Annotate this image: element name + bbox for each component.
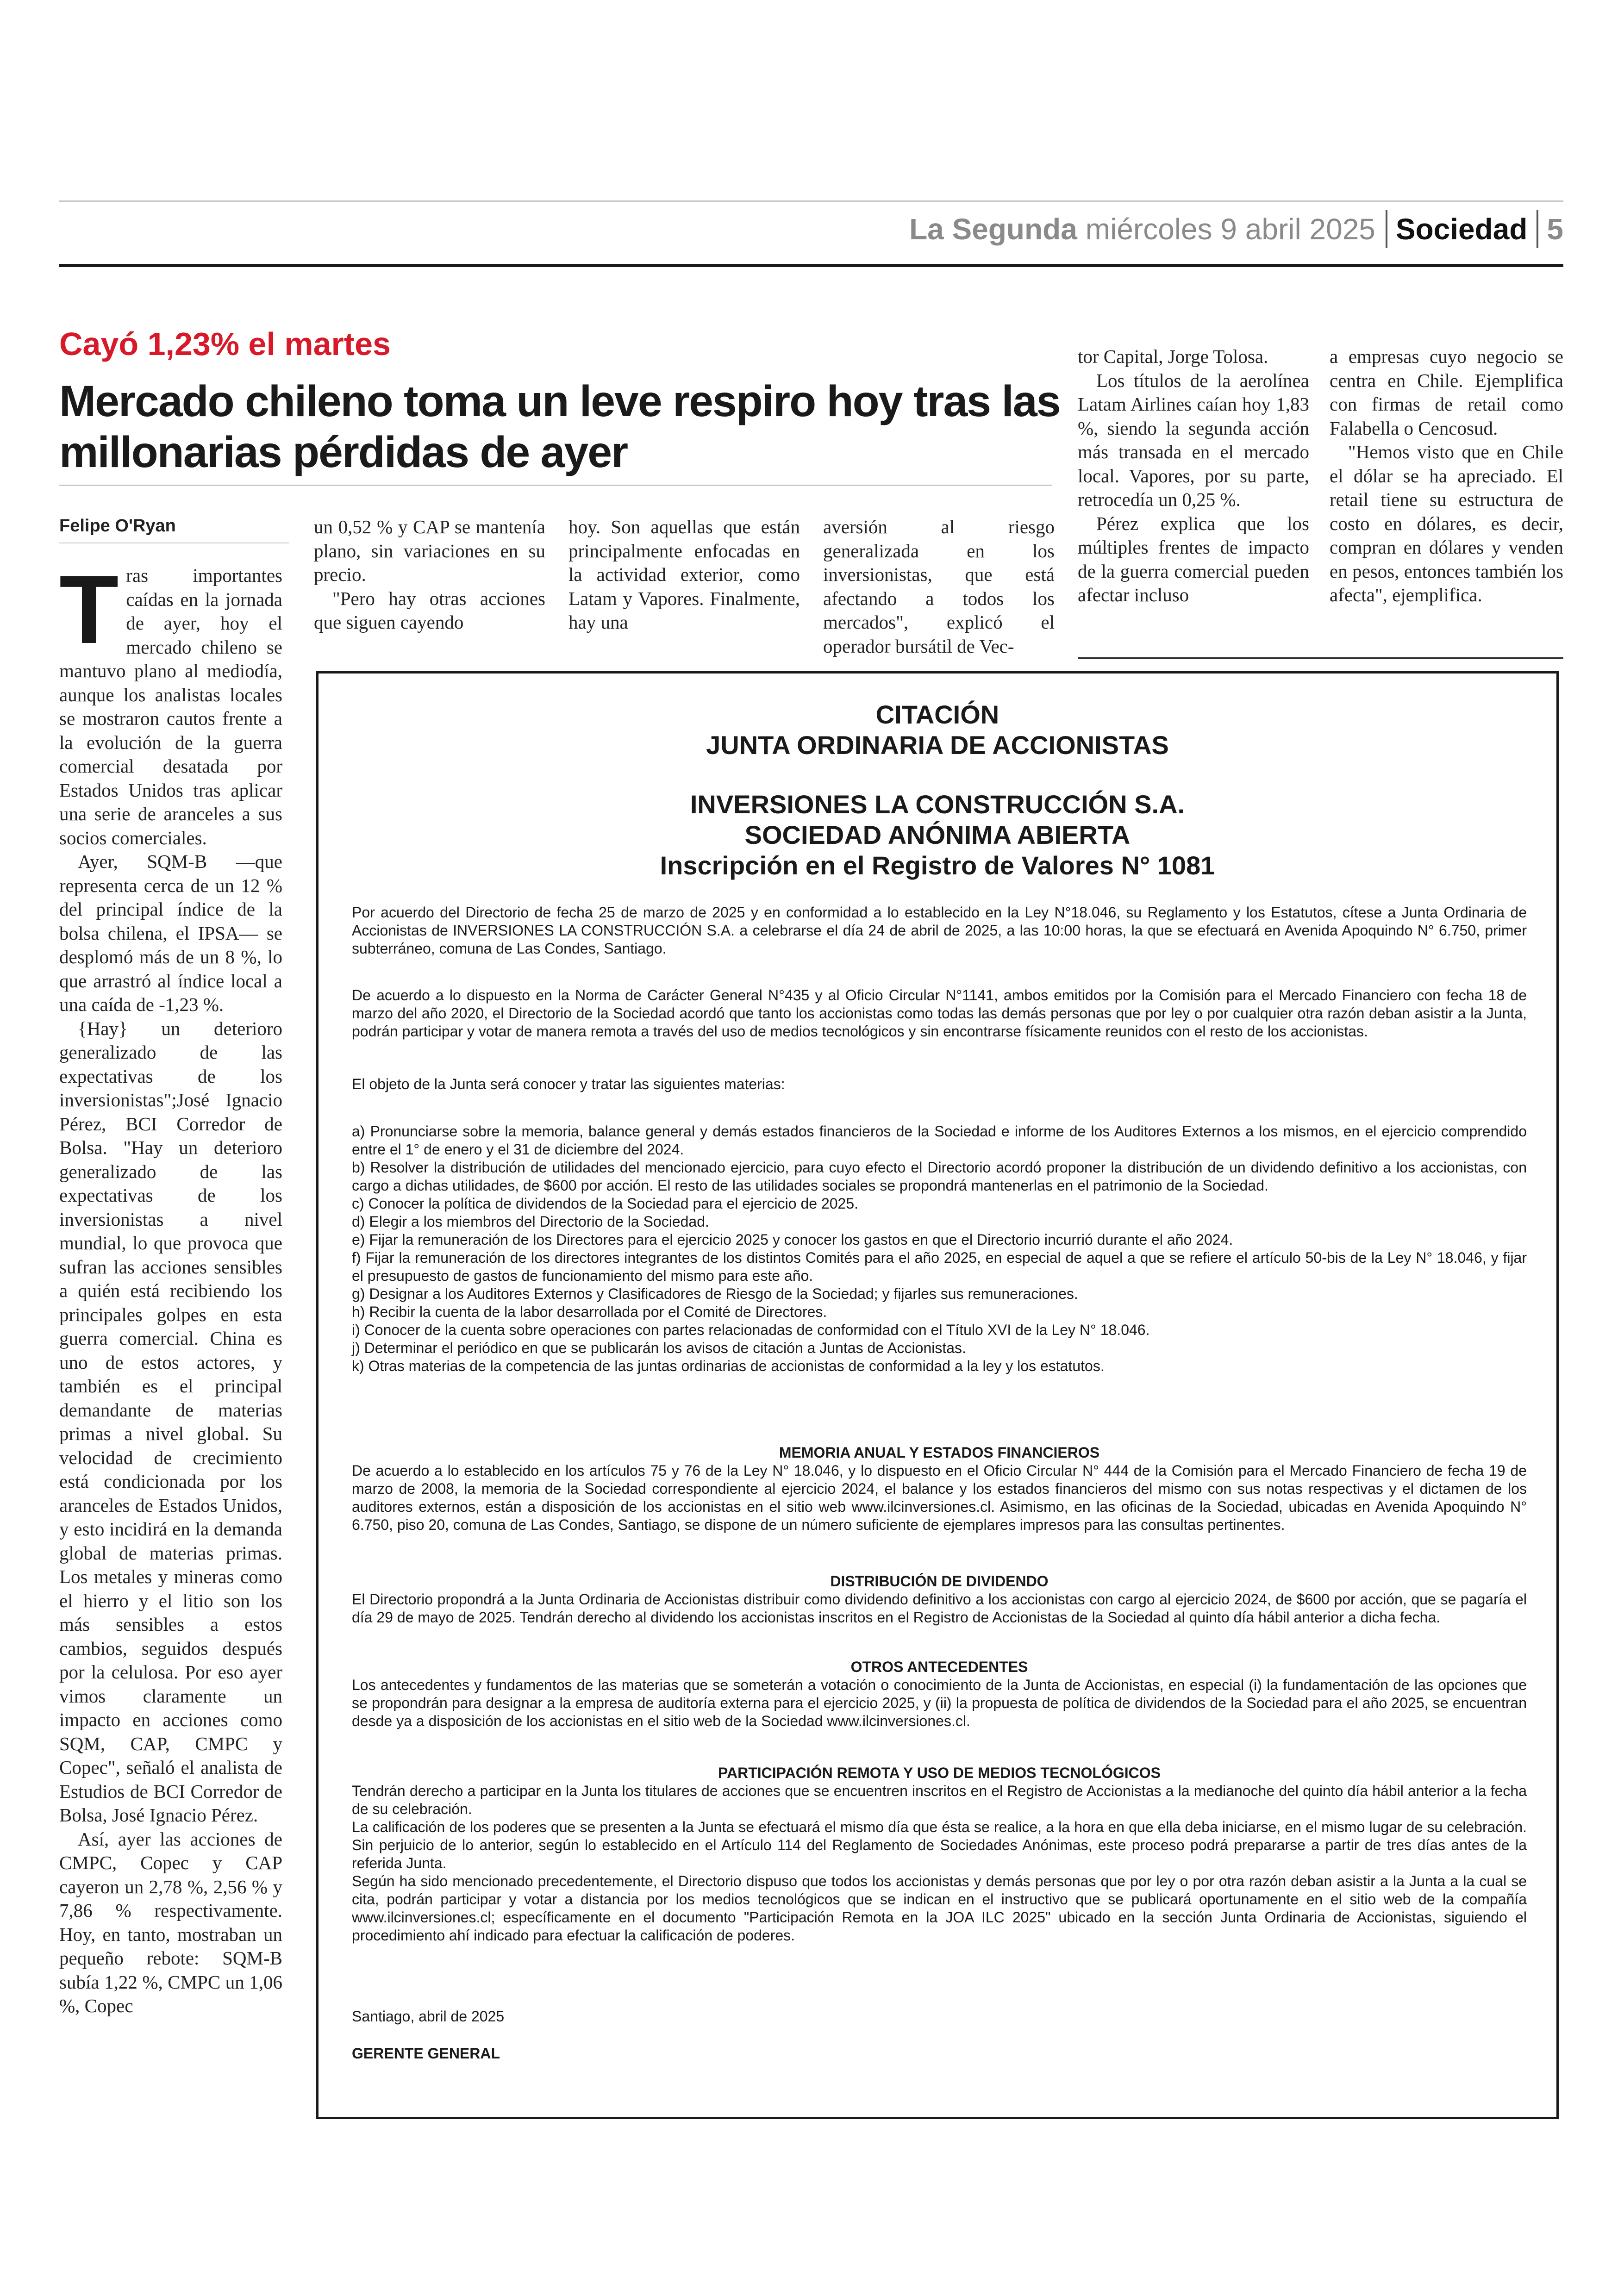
article-paragraph: Los títulos de la aerolínea Latam Airlines caían hoy 1,83 %, siendo la segunda acción más transada en el mercado local. Vapores, por su parte, retrocedía un 0,25 %. [1078,369,1309,510]
agenda-item: c) Conocer la política de dividendos de la Sociedad para el ejercicio de 2025. [352,1195,859,1212]
page-header [59,204,1563,264]
notice-intro-2: De acuerdo a lo dispuesto en la Norma de Carácter General N°435 y al Oficio Circular N°1141, ambos emitidos por la Comisión para el Mercado Financiero con fecha 18 de marzo del año 2020, el Directorio de la Sociedad acordó que tanto los accionistas como todas las demás personas que por ley o por cualquier otra razón deban asistir a la Junta, podrán participar y votar de manera remota a través del uso de medios tecnológicos y sin encontrarse físicamente reunidos con el resto de los accionistas. [352,987,1527,1040]
agenda-item: j) Determinar el periódico en que se publicarán los avisos de citación a Juntas de Accionistas. [352,1340,966,1356]
article-kicker: Cayó 1,23% el martes [59,326,391,362]
article-column-6 [1330,345,1563,607]
drop-cap: T [59,555,119,664]
dividendo-text: El Directorio propondrá a la Junta Ordinaria de Accionistas distribuir como dividendo definitivo a los accionistas con cargo al ejercicio 2024, de $600 por acción, que se pagaría el día 29 de mayo de 2025. Tendrán derecho al dividendo los accionistas inscritos en el Registro de Accionistas de la Sociedad al quinto día hábil anterior a dicha fecha. [352,1591,1527,1626]
notice-intro-3: El objeto de la Junta será conocer y tratar las siguientes materias: [352,1076,785,1092]
remota-paragraph: La calificación de los poderes que se presenten a la Junta se efectuará el mismo día que ésta se realice, a la hora en que ella deba iniciarse, en el mismo lugar de su celebración. Sin perjuicio de lo anterior, según lo establecido en el Artículo 114 del Reglamento de Sociedades Anónimas, este proceso podrá prepararse a partir de tres días antes de la referida Junta. [352,1819,1527,1871]
notice-subtitle: JUNTA ORDINARIA DE ACCIONISTAS [706,730,1169,760]
article-paragraph: "Pero hay otras acciones que siguen cayendo [314,587,545,633]
header-divider [1537,210,1538,248]
remota-paragraph: Según ha sido mencionado precedentemente, el Directorio dispuso que todos los accionistas y demás personas que por ley o por otra razón deban asistir a la Junta a la cual se cita, podrán participar y votar a distancia por los medios tecnológicos que se indican en el instructivo que se publicará oportunamente en el sitio web de la compañía www.ilcinversiones.cl; específicamente en el documento "Participación Remota en la JOA ILC 2025" ubicado en la sección Junta Ordinaria de Accionistas, siguiendo el procedimiento ahí indicado para efectuar la calificación de poderes. [352,1873,1527,1944]
notice-registry: Inscripción en el Registro de Valores N° 1081 [660,851,1215,880]
issue-date: miércoles 9 abril 2025 [1085,212,1375,246]
article-paragraph: aversión al riesgo generalizada en los inversionistas, que está afectando a todos los mercados", explicó el operador bursátil de Vec- [823,516,1055,657]
memoria-heading: MEMORIA ANUAL Y ESTADOS FINANCIEROS [779,1444,1100,1461]
header-divider [1386,210,1387,248]
agenda-item: e) Fijar la remuneración de los Directores para el ejercicio 2025 y conocer los gastos en que el Directorio incurrió durante el año 2024. [352,1231,1233,1248]
remota-paragraph: Tendrán derecho a participar en la Junta los titulares de acciones que se encuentren inscritos en el Registro de Accionistas a la medianoche del quinto día hábil anterior a la fecha de su celebración. [352,1783,1527,1817]
article-paragraph: {Hay} un deterioro generalizado de las expectativas de los inversionistas";José Ignacio Pérez, BCI Corredor de Bolsa. "Hay un deterioro generalizado de las expectativas de los inversionistas a nivel mundial, lo que provoca que sufran las acciones sensibles a quién está recibiendo los principales golpes en esta guerra comercial. China es uno de estos actores, y también es el principal demandante de materias primas a nivel global. Su velocidad de crecimiento está condicionada por los aranceles de Estados Unidos, y esto incidirá en la demanda global de materias primas. Los metales y mineras como el hierro y el litio son los más sensibles a estos cambios, seguidos después por la celulosa. Por eso ayer vimos claramente un impacto en acciones como SQM, CAP, CMPC y Copec", señaló el analista de Estudios de BCI Corredor de Bolsa, José Ignacio Pérez. [59,1017,282,1826]
article-paragraph: Pérez explica que los múltiples frentes de impacto de la guerra comercial pueden afectar incluso [1078,512,1309,605]
article-paragraph: un 0,52 % y CAP se mantenía plano, sin variaciones en su precio. [314,516,545,585]
headline-rule [59,485,1052,486]
agenda-item: h) Recibir la cuenta de la labor desarrollada por el Comité de Directores. [352,1303,827,1320]
notice-agenda-list [352,1123,1527,1375]
shareholder-meeting-notice [316,671,1559,2119]
newspaper-name: La Segunda [909,212,1077,246]
article-column-1 [59,555,282,2018]
section-name: Sociedad [1395,212,1528,246]
notice-place-date: Santiago, abril de 2025 [352,2008,505,2025]
article-paragraph: "Hemos visto que en Chile el dólar se ha apreciado. El retail tiene su estructura de costo en dólares, es decir, compran en dólares y venden en pesos, entonces también los afecta", ejemplifica. [1330,441,1563,605]
notice-company: INVERSIONES LA CONSTRUCCIÓN S.A. [690,790,1185,819]
agenda-item: g) Designar a los Auditores Externos y Clasificadores de Riesgo de la Sociedad; y fijarles sus remuneraciones. [352,1285,1078,1302]
article-paragraph: hoy. Son aquellas que están principalmente enfocadas en la actividad exterior, como Latam y Vapores. Finalmente, hay una [568,516,800,633]
article-paragraph: Tras importantes caídas en la jornada de ayer, hoy el mercado chileno se mantuvo plano al mediodía, aunque los analistas locales se mostraron cautos frente a la evolución de la guerra comercial desatada por Estados Unidos tras aplicar una serie de aranceles a sus socios comerciales. [59,555,282,848]
notice-company-type: SOCIEDAD ANÓNIMA ABIERTA [744,820,1131,849]
notice-signature: GERENTE GENERAL [352,2045,500,2062]
article-paragraph: tor Capital, Jorge Tolosa. [1078,346,1268,367]
agenda-item: f) Fijar la remuneración de los directores integrantes de los distintos Comités para el año 2025, en especial de aquel a que se refiere el artículo 50-bis de la Ley N° 18.046, y fijar el presupuesto de gastos de funcionamiento del mismo para este año. [352,1249,1527,1284]
article-column-5 [1078,345,1309,607]
page-number: 5 [1547,212,1563,246]
agenda-item: i) Conocer de la cuenta sobre operaciones con partes relacionadas de conformidad con el Título XVI de la Ley N° 18.046. [352,1322,1150,1338]
otros-text: Los antecedentes y fundamentos de las materias que se someterán a votación o conocimiento de la Junta de Accionistas, en especial (i) la fundamentación de las opciones que se propondrán para designar a la empresa de auditoría externa para el ejercicio 2025, y (ii) la propuesta de política de dividendos de la Sociedad para el año 2025, se encuentran desde ya a disposición de los accionistas en el sitio web de la Sociedad www.ilcinversiones.cl. [352,1677,1527,1729]
otros-heading: OTROS ANTECEDENTES [850,1659,1028,1675]
header-top-rule [59,200,1563,202]
notice-intro-1: Por acuerdo del Directorio de fecha 25 de marzo de 2025 y en conformidad a lo establecido en la Ley N°18.046, su Reglamento y los Estatutos, cítese a Junta Ordinaria de Accionistas de INVERSIONES LA CONSTRUCCIÓN S.A. a celebrarse el día 24 de abril de 2025, a las 10:00 horas, la que se efectuará en Avenida Apoquindo N° 6.750, primer subterráneo, comuna de Las Condes, Santiago. [352,904,1527,957]
remota-heading: PARTICIPACIÓN REMOTA Y USO DE MEDIOS TECNOLÓGICOS [718,1765,1161,1781]
notice-title: CITACIÓN [875,700,999,729]
article-byline: Felipe O'Ryan [59,516,176,536]
agenda-item: b) Resolver la distribución de utilidades del mencionado ejercicio, para cuyo efecto el Directorio acordó proponer la distribución de un dividendo definitivo a los accionistas, con cargo a dichas utilidades, de $600 por acción. El resto de las utilidades sociales se propondrá mantenerlas en el patrimonio de la Sociedad. [352,1159,1527,1194]
agenda-item: k) Otras materias de la competencia de las juntas ordinarias de accionistas de conformidad a la ley y los estatutos. [352,1358,1105,1374]
agenda-item: d) Elegir a los miembros del Directorio de la Sociedad. [352,1213,709,1230]
article-paragraph: Ayer, SQM-B —que representa cerca de un 12 % del principal índice de la bolsa chilena, el IPSA— se desplomó más de un 8 %, lo que arrastró al índice local a una caída de -1,23 %. [59,851,282,1015]
column-bottom-rule [1078,657,1563,659]
article-paragraph: a empresas cuyo negocio se centra en Chile. Ejemplifica con firmas de retail como Falabella o Cencosud. [1330,346,1563,439]
article-column-3 [568,515,800,635]
header-bottom-rule [59,264,1563,267]
agenda-item: a) Pronunciarse sobre la memoria, balance general y demás estados financieros de la Sociedad e informe de los Auditores Externos a los mismos, en el ejercicio comprendido entre el 1° de enero y el 31 de diciembre del 2024. [352,1123,1527,1158]
article-column-4 [823,515,1055,658]
memoria-text: De acuerdo a lo establecido en los artículos 75 y 76 de la Ley N° 18.046, y lo dispuesto en el Oficio Circular N° 444 de la Comisión para el Mercado Financiero de fecha 19 de marzo de 2008, la memoria de la Sociedad correspondiente al ejercicio 2024, el balance y los estados financieros del mismo con sus notas respectivas y el dictamen de los auditores externos, están a disposición de los accionistas en el sitio web www.ilcinversiones.cl. Asimismo, en las oficinas de la Sociedad, ubicadas en Avenida Apoquindo N° 6.750, piso 20, comuna de Las Condes, Santiago, se dispone de un número suficiente de ejemplares impresos para las consultas pertinentes. [352,1462,1527,1533]
article-column-2 [314,515,545,635]
dividendo-heading: DISTRIBUCIÓN DE DIVIDENDO [830,1573,1049,1590]
remota-text [352,1782,1527,1945]
article-headline: Mercado chileno toma un leve respiro hoy tras las millonarias pérdidas de ayer [59,377,1060,477]
article-paragraph: Así, ayer las acciones de CMPC, Copec y CAP cayeron un 2,78 %, 2,56 % y 7,86 % respectivamente. Hoy, en tanto, mostraban un pequeño rebote: SQM-B subía 1,22 %, CMPC un 1,06 %, Copec [59,1828,282,2016]
